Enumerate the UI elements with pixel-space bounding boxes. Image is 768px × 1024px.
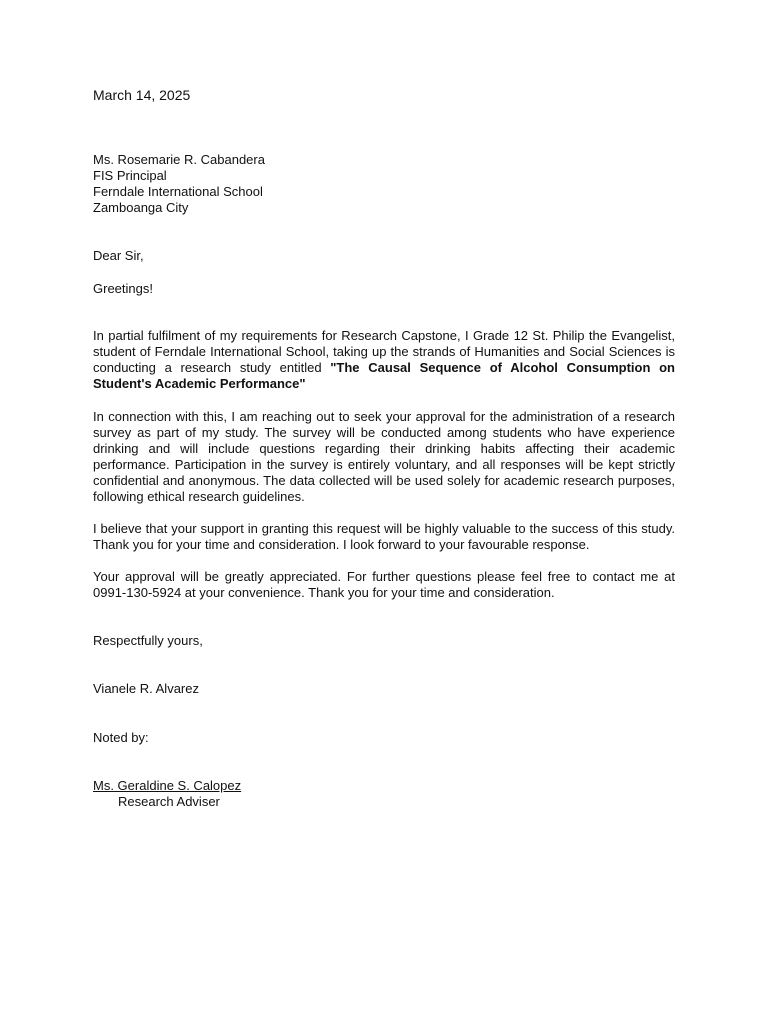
- study-title: "The Causal Sequence of Alcohol Consumption on Student's Academic Performance": [93, 360, 675, 391]
- closing: Respectfully yours,: [93, 633, 203, 648]
- paragraph-request-text: In partial fulfilment of my requirements for Research Capstone, I Grade 12 St. Philip the Evangelist, student of Ferndale International School, taking up the strands of Humanities and Social Sciences is conducting a research study entitled: [93, 328, 675, 375]
- paragraph-request: [93, 328, 675, 392]
- recipient-title: FIS Principal: [93, 168, 167, 183]
- noted-by-label: Noted by:: [93, 730, 149, 745]
- recipient-name: Ms. Rosemarie R. Cabandera: [93, 152, 265, 167]
- sender-name: Vianele R. Alvarez: [93, 681, 199, 696]
- paragraph-support: I believe that your support in granting this request will be highly valuable to the success of this study. Thank you for your time and consideration. I look forward to your favourable response.: [93, 521, 675, 552]
- paragraph-survey: In connection with this, I am reaching out to seek your approval for the administration of a research survey as part of my study. The survey will be conducted among students who have experience drinking and will include questions regarding their drinking habits affecting their academic performance. Participation in the survey is entirely voluntary, and all responses will be kept strictly confidential and anonymous. The data collected will be used solely for academic research purposes, following ethical research guidelines.: [93, 409, 675, 504]
- recipient-address: [93, 152, 675, 216]
- salutation: Dear Sir,: [93, 248, 144, 263]
- paragraph-contact: Your approval will be greatly appreciated. For further questions please feel free to contact me at 0991-130-5924 at your convenience. Thank you for your time and consideration.: [93, 569, 675, 600]
- recipient-school: Ferndale International School: [93, 184, 263, 199]
- letter-date: March 14, 2025: [93, 87, 191, 103]
- adviser-name: Ms. Geraldine S. Calopez: [93, 778, 242, 793]
- recipient-city: Zamboanga City: [93, 200, 189, 215]
- adviser-role: Research Adviser: [118, 794, 220, 809]
- greeting: Greetings!: [93, 281, 153, 296]
